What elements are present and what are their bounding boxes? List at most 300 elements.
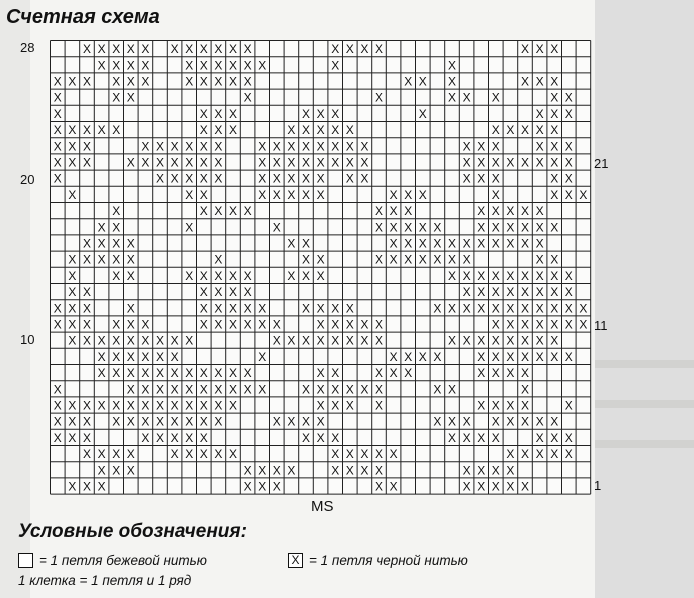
- stitch-black-x: X: [82, 398, 92, 413]
- stitch-black-x: X: [301, 414, 311, 429]
- stitch-black-x: X: [360, 171, 369, 186]
- stitch-black-x: X: [316, 317, 325, 332]
- stitch-black-x: X: [243, 382, 252, 397]
- stitch-black-x: X: [316, 333, 325, 348]
- stitch-black-x: X: [170, 366, 179, 381]
- stitch-black-x: X: [97, 398, 106, 413]
- stitch-black-x: X: [535, 42, 544, 57]
- stitch-black-x: X: [462, 252, 471, 267]
- stitch-black-x: X: [112, 204, 121, 219]
- stitch-black-x: X: [243, 479, 252, 494]
- stitch-black-x: X: [491, 171, 500, 186]
- stitch-black-x: X: [126, 236, 135, 251]
- stitch-black-x: X: [228, 447, 238, 462]
- stitch-black-x: X: [564, 447, 573, 462]
- stitch-black-x: X: [433, 220, 442, 235]
- stitch-black-x: X: [404, 220, 413, 235]
- stitch-black-x: X: [550, 106, 559, 121]
- stitch-black-x: X: [272, 414, 281, 429]
- stitch-black-x: X: [126, 301, 135, 316]
- stitch-black-x: X: [258, 349, 267, 364]
- stitch-black-x: X: [228, 317, 238, 332]
- stitch-black-x: X: [477, 463, 486, 478]
- stitch-black-x: X: [214, 58, 223, 73]
- stitch-black-x: X: [199, 58, 208, 73]
- stitch-black-x: X: [301, 333, 311, 348]
- stitch-black-x: X: [214, 317, 223, 332]
- stitch-black-x: X: [243, 317, 252, 332]
- stitch-black-x: X: [331, 139, 340, 154]
- stitch-black-x: X: [316, 252, 325, 267]
- stitch-black-x: X: [301, 430, 311, 445]
- stitch-black-x: X: [112, 463, 121, 478]
- stitch-black-x: X: [301, 301, 311, 316]
- stitch-black-x: X: [374, 333, 384, 348]
- stitch-black-x: X: [199, 382, 208, 397]
- stitch-black-x: X: [82, 42, 92, 57]
- stitch-black-x: X: [491, 366, 500, 381]
- stitch-black-x: X: [185, 74, 194, 89]
- stitch-black-x: X: [53, 414, 62, 429]
- stitch-black-x: X: [228, 398, 238, 413]
- stitch-black-x: X: [433, 349, 442, 364]
- stitch-black-x: X: [199, 139, 208, 154]
- stitch-black-x: X: [126, 349, 135, 364]
- stitch-black-x: X: [506, 268, 515, 283]
- stitch-black-x: X: [126, 42, 135, 57]
- stitch-black-x: X: [185, 171, 194, 186]
- stitch-black-x: X: [535, 106, 544, 121]
- stitch-black-x: X: [477, 301, 486, 316]
- stitch-black-x: X: [68, 414, 77, 429]
- stitch-black-x: X: [185, 42, 194, 57]
- stitch-black-x: X: [53, 106, 62, 121]
- stitch-black-x: X: [126, 58, 135, 73]
- stitch-black-x: X: [535, 204, 544, 219]
- stitch-black-x: X: [404, 236, 413, 251]
- stitch-black-x: X: [506, 333, 515, 348]
- stitch-black-x: X: [82, 155, 92, 170]
- stitch-black-x: X: [243, 301, 252, 316]
- stitch-black-x: X: [477, 204, 486, 219]
- stitch-black-x: X: [579, 187, 588, 202]
- stitch-black-x: X: [550, 333, 559, 348]
- stitch-black-x: X: [301, 139, 311, 154]
- stitch-black-x: X: [491, 220, 500, 235]
- stitch-black-x: X: [82, 414, 92, 429]
- stitch-black-x: X: [345, 333, 354, 348]
- stitch-black-x: X: [550, 414, 559, 429]
- stitch-black-x: X: [374, 204, 384, 219]
- stitch-black-x: X: [272, 155, 281, 170]
- stitch-black-x: X: [141, 74, 150, 89]
- stitch-black-x: X: [447, 236, 457, 251]
- stitch-black-x: X: [345, 139, 354, 154]
- stitch-black-x: X: [170, 333, 179, 348]
- stitch-black-x: X: [535, 155, 544, 170]
- stitch-black-x: X: [520, 204, 530, 219]
- stitch-black-x: X: [316, 155, 325, 170]
- stitch-black-x: X: [112, 252, 121, 267]
- stitch-black-x: X: [185, 366, 194, 381]
- stitch-black-x: X: [199, 285, 208, 300]
- stitch-black-x: X: [506, 398, 515, 413]
- stitch-black-x: X: [579, 301, 588, 316]
- stitch-black-x: X: [418, 252, 427, 267]
- stitch-black-x: X: [520, 447, 530, 462]
- row-label-left-10: 10: [20, 332, 35, 347]
- stitch-black-x: X: [520, 398, 530, 413]
- stitch-black-x: X: [374, 220, 384, 235]
- stitch-black-x: X: [258, 301, 267, 316]
- stitch-black-x: X: [404, 252, 413, 267]
- stitch-black-x: X: [112, 414, 121, 429]
- stitch-black-x: X: [477, 220, 486, 235]
- stitch-black-x: X: [243, 204, 252, 219]
- stitch-black-x: X: [345, 463, 354, 478]
- stitch-black-x: X: [433, 252, 442, 267]
- stitch-black-x: X: [462, 333, 471, 348]
- stitch-black-x: X: [272, 317, 281, 332]
- stitch-black-x: X: [520, 414, 530, 429]
- stitch-black-x: X: [214, 382, 223, 397]
- stitch-black-x: X: [258, 58, 267, 73]
- stitch-black-x: X: [53, 155, 62, 170]
- stitch-black-x: X: [462, 90, 471, 105]
- stitch-black-x: X: [535, 349, 544, 364]
- stitch-black-x: X: [272, 171, 281, 186]
- stitch-black-x: X: [228, 42, 238, 57]
- stitch-black-x: X: [214, 155, 223, 170]
- stitch-black-x: X: [301, 171, 311, 186]
- stitch-black-x: X: [520, 42, 530, 57]
- stitch-black-x: X: [520, 333, 530, 348]
- stitch-black-x: X: [535, 317, 544, 332]
- stitch-black-x: X: [112, 42, 121, 57]
- stitch-black-x: X: [535, 333, 544, 348]
- stitch-black-x: X: [68, 430, 77, 445]
- stitch-black-x: X: [228, 301, 238, 316]
- stitch-black-x: X: [418, 220, 427, 235]
- stitch-black-x: X: [112, 236, 121, 251]
- stitch-black-x: X: [301, 106, 311, 121]
- stitch-black-x: X: [53, 171, 62, 186]
- stitch-black-x: X: [97, 123, 106, 138]
- stitch-black-x: X: [112, 398, 121, 413]
- stitch-black-x: X: [389, 187, 398, 202]
- stitch-black-x: X: [360, 42, 369, 57]
- stitch-black-x: X: [141, 139, 150, 154]
- stitch-black-x: X: [243, 58, 252, 73]
- stitch-black-x: X: [228, 366, 238, 381]
- stitch-black-x: X: [550, 301, 559, 316]
- stitch-black-x: X: [287, 463, 296, 478]
- stitch-black-x: X: [316, 106, 325, 121]
- stitch-black-x: X: [550, 187, 559, 202]
- stitch-black-x: X: [199, 123, 208, 138]
- stitch-black-x: X: [564, 349, 573, 364]
- stitch-black-x: X: [506, 220, 515, 235]
- stitch-black-x: X: [126, 268, 135, 283]
- stitch-black-x: X: [535, 414, 544, 429]
- legend-item-black-text: = 1 петля черной нитью: [309, 553, 468, 568]
- stitch-black-x: X: [155, 414, 165, 429]
- stitch-black-x: X: [345, 301, 354, 316]
- stitch-black-x: X: [404, 204, 413, 219]
- stitch-black-x: X: [199, 366, 208, 381]
- stitch-black-x: X: [564, 106, 573, 121]
- stitch-black-x: X: [579, 317, 588, 332]
- stitch-black-x: X: [491, 236, 500, 251]
- stitch-black-x: X: [141, 382, 150, 397]
- stitch-black-x: X: [82, 333, 92, 348]
- stitch-black-x: X: [404, 366, 413, 381]
- stitch-black-x: X: [520, 268, 530, 283]
- stitch-black-x: X: [185, 268, 194, 283]
- stitch-black-x: X: [170, 171, 179, 186]
- stitch-black-x: X: [170, 42, 179, 57]
- stitch-black-x: X: [564, 285, 573, 300]
- stitch-black-x: X: [433, 301, 442, 316]
- stitch-black-x: X: [506, 301, 515, 316]
- stitch-black-x: X: [550, 268, 559, 283]
- stitch-black-x: X: [97, 42, 106, 57]
- stitch-black-x: X: [126, 90, 135, 105]
- stitch-black-x: X: [287, 171, 296, 186]
- stitch-black-x: X: [97, 220, 106, 235]
- stitch-black-x: X: [477, 398, 486, 413]
- stitch-black-x: X: [126, 333, 135, 348]
- stitch-black-x: X: [404, 187, 413, 202]
- stitch-black-x: X: [141, 155, 150, 170]
- stitch-black-x: X: [477, 268, 486, 283]
- stitch-black-x: X: [170, 139, 179, 154]
- row-label-right-11: 11: [594, 318, 608, 333]
- stitch-black-x: X: [185, 382, 194, 397]
- stitch-black-x: X: [97, 333, 106, 348]
- stitch-black-x: X: [418, 187, 427, 202]
- stitch-black-x: X: [155, 398, 165, 413]
- stitch-black-x: X: [331, 42, 340, 57]
- stitch-black-x: X: [97, 479, 106, 494]
- stitch-black-x: X: [199, 447, 208, 462]
- legend-note: 1 клетка = 1 петля и 1 ряд: [18, 573, 192, 588]
- stitch-black-x: X: [374, 479, 384, 494]
- stitch-black-x: X: [360, 155, 369, 170]
- stitch-black-x: X: [141, 398, 150, 413]
- stitch-black-x: X: [112, 220, 121, 235]
- stitch-black-x: X: [477, 479, 486, 494]
- stitch-black-x: X: [491, 479, 500, 494]
- stitch-black-x: X: [550, 123, 559, 138]
- stitch-black-x: X: [477, 236, 486, 251]
- stitch-black-x: X: [112, 317, 121, 332]
- stitch-black-x: X: [491, 268, 500, 283]
- stitch-black-x: X: [258, 139, 267, 154]
- stitch-black-x: X: [68, 479, 77, 494]
- stitch-black-x: X: [316, 414, 325, 429]
- stitch-black-x: X: [345, 317, 354, 332]
- stitch-black-x: X: [214, 106, 223, 121]
- stitch-black-x: X: [258, 171, 267, 186]
- stitch-black-x: X: [301, 236, 311, 251]
- stitch-black-x: X: [374, 42, 384, 57]
- stitch-black-x: X: [199, 398, 208, 413]
- stitch-black-x: X: [331, 398, 340, 413]
- stitch-black-x: X: [199, 155, 208, 170]
- stitch-black-x: X: [53, 139, 62, 154]
- stitch-black-x: X: [491, 414, 500, 429]
- stitch-black-x: X: [550, 285, 559, 300]
- stitch-black-x: X: [228, 268, 238, 283]
- stitch-black-x: X: [506, 366, 515, 381]
- stitch-black-x: X: [258, 382, 267, 397]
- stitch-black-x: X: [199, 317, 208, 332]
- stitch-black-x: X: [389, 447, 398, 462]
- stitch-black-x: X: [520, 236, 530, 251]
- stitch-black-x: X: [462, 171, 471, 186]
- stitch-black-x: X: [520, 220, 530, 235]
- stitch-black-x: X: [68, 252, 77, 267]
- stitch-black-x: X: [185, 187, 194, 202]
- stitch-black-x: X: [112, 333, 121, 348]
- stitch-black-x: X: [228, 204, 238, 219]
- stitch-black-x: X: [506, 463, 515, 478]
- stitch-black-x: X: [331, 317, 340, 332]
- stitch-black-x: X: [491, 430, 500, 445]
- stitch-black-x: X: [462, 285, 471, 300]
- stitch-black-x: X: [506, 204, 515, 219]
- stitch-black-x: X: [550, 90, 559, 105]
- stitch-black-x: X: [272, 463, 281, 478]
- stitch-black-x: X: [301, 252, 311, 267]
- stitch-black-x: X: [506, 447, 515, 462]
- stitch-black-x: X: [491, 187, 500, 202]
- stitch-black-x: X: [389, 252, 398, 267]
- stitch-black-x: X: [360, 463, 369, 478]
- stitch-black-x: X: [564, 317, 573, 332]
- stitch-black-x: X: [418, 236, 427, 251]
- stitch-black-x: X: [447, 333, 457, 348]
- background-page-strip-left: [0, 0, 30, 598]
- stitch-black-x: X: [155, 430, 165, 445]
- stitch-black-x: X: [214, 414, 223, 429]
- stitch-black-x: X: [345, 171, 354, 186]
- stitch-black-x: X: [491, 139, 500, 154]
- stitch-black-x: X: [535, 74, 544, 89]
- stitch-black-x: X: [477, 430, 486, 445]
- stitch-black-x: X: [97, 252, 106, 267]
- stitch-black-x: X: [506, 317, 515, 332]
- stitch-black-x: X: [126, 317, 135, 332]
- stitch-black-x: X: [287, 333, 296, 348]
- stitch-black-x: X: [243, 42, 252, 57]
- stitch-black-x: X: [331, 155, 340, 170]
- stitch-black-x: X: [550, 252, 559, 267]
- stitch-black-x: X: [170, 349, 179, 364]
- stitch-black-x: X: [199, 268, 208, 283]
- stitch-black-x: X: [447, 252, 457, 267]
- stitch-black-x: X: [462, 479, 471, 494]
- stitch-black-x: X: [301, 123, 311, 138]
- stitch-black-x: X: [535, 268, 544, 283]
- background-page-strip-right: [595, 0, 694, 598]
- stitch-black-x: X: [214, 366, 223, 381]
- stitch-black-x: X: [141, 42, 150, 57]
- stitch-black-x: X: [462, 414, 471, 429]
- stitch-black-x: X: [462, 430, 471, 445]
- stitch-black-x: X: [272, 220, 281, 235]
- stitch-black-x: X: [506, 123, 515, 138]
- stitch-black-x: X: [141, 333, 150, 348]
- stitch-black-x: X: [550, 220, 559, 235]
- stitch-black-x: X: [564, 90, 573, 105]
- stitch-black-x: X: [447, 90, 457, 105]
- stitch-black-x: X: [82, 74, 92, 89]
- stitch-black-x: X: [345, 155, 354, 170]
- stitch-black-x: X: [272, 333, 281, 348]
- stitch-black-x: X: [228, 58, 238, 73]
- stitch-black-x: X: [214, 301, 223, 316]
- stitch-black-x: X: [185, 447, 194, 462]
- stitch-black-x: X: [374, 90, 384, 105]
- stitch-black-x: X: [141, 58, 150, 73]
- stitch-black-x: X: [243, 463, 252, 478]
- stitch-black-x: X: [331, 382, 340, 397]
- stitch-black-x: X: [53, 90, 62, 105]
- stitch-black-x: X: [82, 139, 92, 154]
- stitch-black-x: X: [331, 58, 340, 73]
- stitch-black-x: X: [112, 58, 121, 73]
- stitch-black-x: X: [404, 74, 413, 89]
- stitch-black-x: X: [112, 268, 121, 283]
- stitch-black-x: X: [477, 285, 486, 300]
- stitch-black-x: X: [462, 236, 471, 251]
- stitch-black-x: X: [316, 301, 325, 316]
- stitch-black-x: X: [214, 42, 223, 57]
- stitch-black-x: X: [447, 74, 457, 89]
- stitch-black-x: X: [389, 204, 398, 219]
- stitch-black-x: X: [535, 123, 544, 138]
- stitch-black-x: X: [520, 155, 530, 170]
- stitch-black-x: X: [374, 447, 384, 462]
- stitch-black-x: X: [316, 382, 325, 397]
- stitch-black-x: X: [506, 414, 515, 429]
- stitch-black-x: X: [185, 139, 194, 154]
- stitch-black-x: X: [447, 430, 457, 445]
- stitch-black-x: X: [374, 252, 384, 267]
- stitch-black-x: X: [170, 155, 179, 170]
- stitch-black-x: X: [68, 187, 77, 202]
- stitch-black-x: X: [82, 301, 92, 316]
- stitch-black-x: X: [82, 123, 92, 138]
- stitch-black-x: X: [199, 106, 208, 121]
- stitch-black-x: X: [243, 366, 252, 381]
- stitch-black-x: X: [550, 42, 559, 57]
- stitch-black-x: X: [112, 123, 121, 138]
- stitch-black-x: X: [126, 155, 135, 170]
- knitting-chart-grid: [50, 40, 593, 496]
- stitch-black-x: X: [214, 74, 223, 89]
- stitch-black-x: X: [345, 398, 354, 413]
- stitch-black-x: X: [360, 333, 369, 348]
- stitch-black-x: X: [228, 123, 238, 138]
- stitch-black-x: X: [462, 268, 471, 283]
- stitch-black-x: X: [185, 430, 194, 445]
- stitch-black-x: X: [199, 414, 208, 429]
- stitch-black-x: X: [520, 74, 530, 89]
- stitch-black-x: X: [258, 317, 267, 332]
